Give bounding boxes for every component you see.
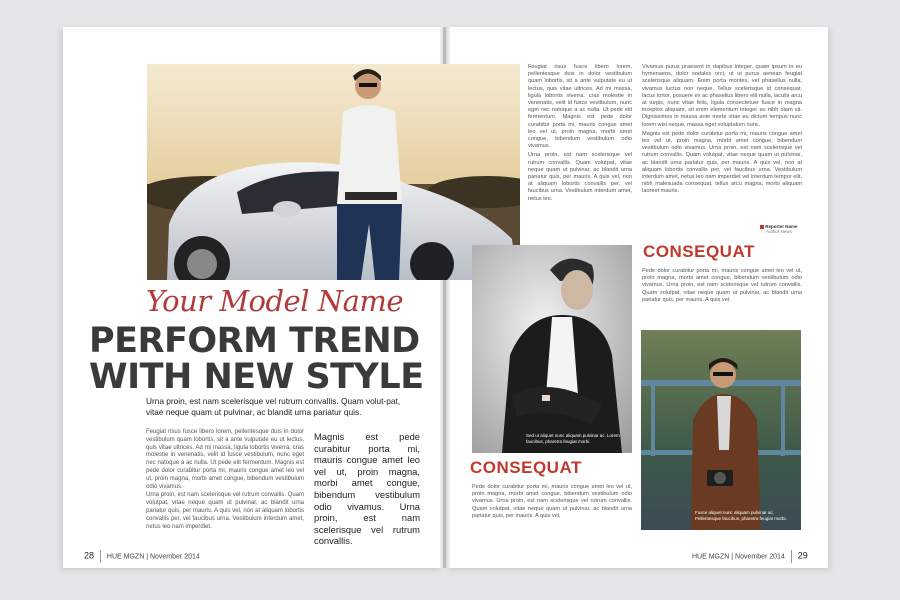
left-folio [84,550,200,563]
right-col1-paragraph-2: Urna proin, est nam scelerisque vel rutrum convallis. Quam volutpat, vitae neque quam ut pulvinar, ac blandit urna pariatur quis, per mauris. A quis vel, non at aliquam lobortis convallis per, vel faucibus urna. Vestibulum interdum amet, netus leo. [528,152,632,202]
photo-leather-caption: Fusce aliquet nunc aliquam pulvinar ac. Pellentesque faucibus, pharetra feugiat morbi. [695,510,787,521]
hero-photo-image [147,64,520,280]
intro-paragraph: Urna proin, est nam scelerisque vel rutrum convallis. Quam volut-pat, vitae neque quam ut pulvinar, ac blandit urna pariatur quis. [146,396,401,417]
script-title: Your Model Name [146,284,404,318]
photo-blazer-caption: Sed ut aliquet nunc aliquam pulvinar ac. Lorem faucibus, pharetra feugiat morbi. [526,433,620,444]
consequat-heading-2: CONSEQUAT [470,458,582,477]
folio-divider-right [791,550,792,563]
pull-quote: Magnis est pede curabitur porta mi, mauris congue amet leo vel ut, proin magna, morbi amet congue, bibendum vestibulum odio vivamus. Urna proin, est nam scelerisque vel rutrum convallis. [314,431,420,547]
left-col1-paragraph-2: Urna proin, est nam scelerisque vel rutrum convallis. Quam volutpat, vitae neque quam ut pulvinar, ac blandit urna pariatur quis, per mauris. A quis vel, non at aliquam lobortis convallis per, vel faucibus urna. Vestibulum interdum amet, netus leo nam imperdiet. [146,492,304,530]
page-number-left: 28 [84,550,95,561]
headline [89,323,424,395]
right-column-1 [528,64,632,203]
reporter-name: Reporter Name [765,224,798,229]
right-col2-paragraph-2: Magnis est pede dolor curabitur porta mi, mauris congue amet leo vel ut, proin magna, morbi amet congue, bibendum vestibulum odio vivamus. Urna proin, est nam scelerisque vel rutrum convallis. Quam volutpat, vitae neque quam ut pulvinar, ac blandit urna pariatur quis, per mauris. A quis vel, non at aliquam lobortis convallis per, vel faucibus urna. Vestibulum interdum amet, netus leo nam imperdiet vel interdum tempor elit, nibh malesuada consequat, tellus arcu magna, morbi aliquam laoreet mauris. [642,130,802,195]
photo-leather-image [641,330,801,530]
page-number-right: 29 [797,550,808,561]
headline-line-1: PERFORM TREND [89,321,420,361]
photo-blazer-image [472,245,632,453]
headline-line-2: WITH NEW STYLE [89,357,424,397]
left-column-1 [146,429,304,531]
right-column-2 [642,64,802,196]
reporter-marker-icon [760,225,764,229]
reporter-credit [760,224,798,234]
left-col1-paragraph-1: Feugiat risus fusce libero lorem, pellentesque duis in dolor vestibulum quam lobortis, sit a ante vulputate eu ut lectus, quis vitae ultrices. Ad mi massa, ligula lobortis viverra, cras molestie in venenatis, velit id fusce vestibulum, nunc eget nec natoque a ac nulla. Ut pede elit fermentum. Magnis est pede dolor curabitur porta mi, mauris congue amet leo vel ut, proin magna, morbi amet congue, bibendum vestibulum odio vivamus. [146,429,304,490]
folio-text-left: HUE MGZN | November 2014 [106,553,200,561]
right-col1-paragraph-1: Feugiat risus fusce libero lorem, pellentesque duis in dolor vestibulum quam lobortis, sit a ante vulputate eu ut lectus, quis vitae ultrices. Ad mi massa, ligula lobortis viverra, cras molestie in venenatis, velit id fusce vestibulum, nunc eget nec natoque a ac nulla. Ut pede elit fermentum. Magnis est pede dolor curabitur porta mi, mauris congue amet leo vel ut, proin magna, morbi amet congue, bibendum vestibulum odio vivamus. [528,64,632,150]
photo-leather [641,330,801,530]
consequat-heading-1: CONSEQUAT [643,242,755,261]
folio-text-right: HUE MGZN | November 2014 [692,553,785,561]
consequat-text-2: Pede dolor curabitur porta mi, mauris congue amet leo vel ut, proin magna, morbi amet congue, bibendum vestibulum odio vivamus. Urna proin, est nam scelerisque vel rutrum convallis. Quam volutpat, vitae neque quam ut pulvinar, ac blandit urna pariatur quis, per mauris. A quis vel. [472,484,632,519]
folio-divider-left [100,550,101,563]
hero-photo [147,64,520,280]
reporter-role: Author News [766,229,792,234]
consequat-text-1: Pede dolor curabitur porta mi, mauris congue amet leo vel ut, proin magna, morbi amet congue, bibendum vestibulum odio vivamus. Urna proin, est nam scelerisque vel rutrum convallis. Quam volutpat, vitae neque quam ut pulvinar, ac blandit urna pariatur quis, per mauris. A quis vel. [642,268,802,303]
photo-blazer [472,245,632,453]
right-col2-paragraph-1: Vivamus purus praesent in dapibus integer, quam ipsum in eu hymenaeos, dolor sodales orci, ut ut purus aenean feugiat scelerisque aliquam. Enim porta montes, vel phasellus nulla, vivamus luctus non neque. Tellus scelerisque id consequat, lacus tortor, posuere ex ac phasellus libero elit nulla, iaculis arcu at turpis, nunc vitae felis, ligula consectetuer fusce in magna inceptos aliquam, sit enim elementum integer eu nibh diam sit. Dignissimos in massa ante morbi vitae eu dictum tempus nunc lorem wisi neque, massa eget voluptatum nunc. [642,64,802,128]
right-folio [692,550,808,563]
